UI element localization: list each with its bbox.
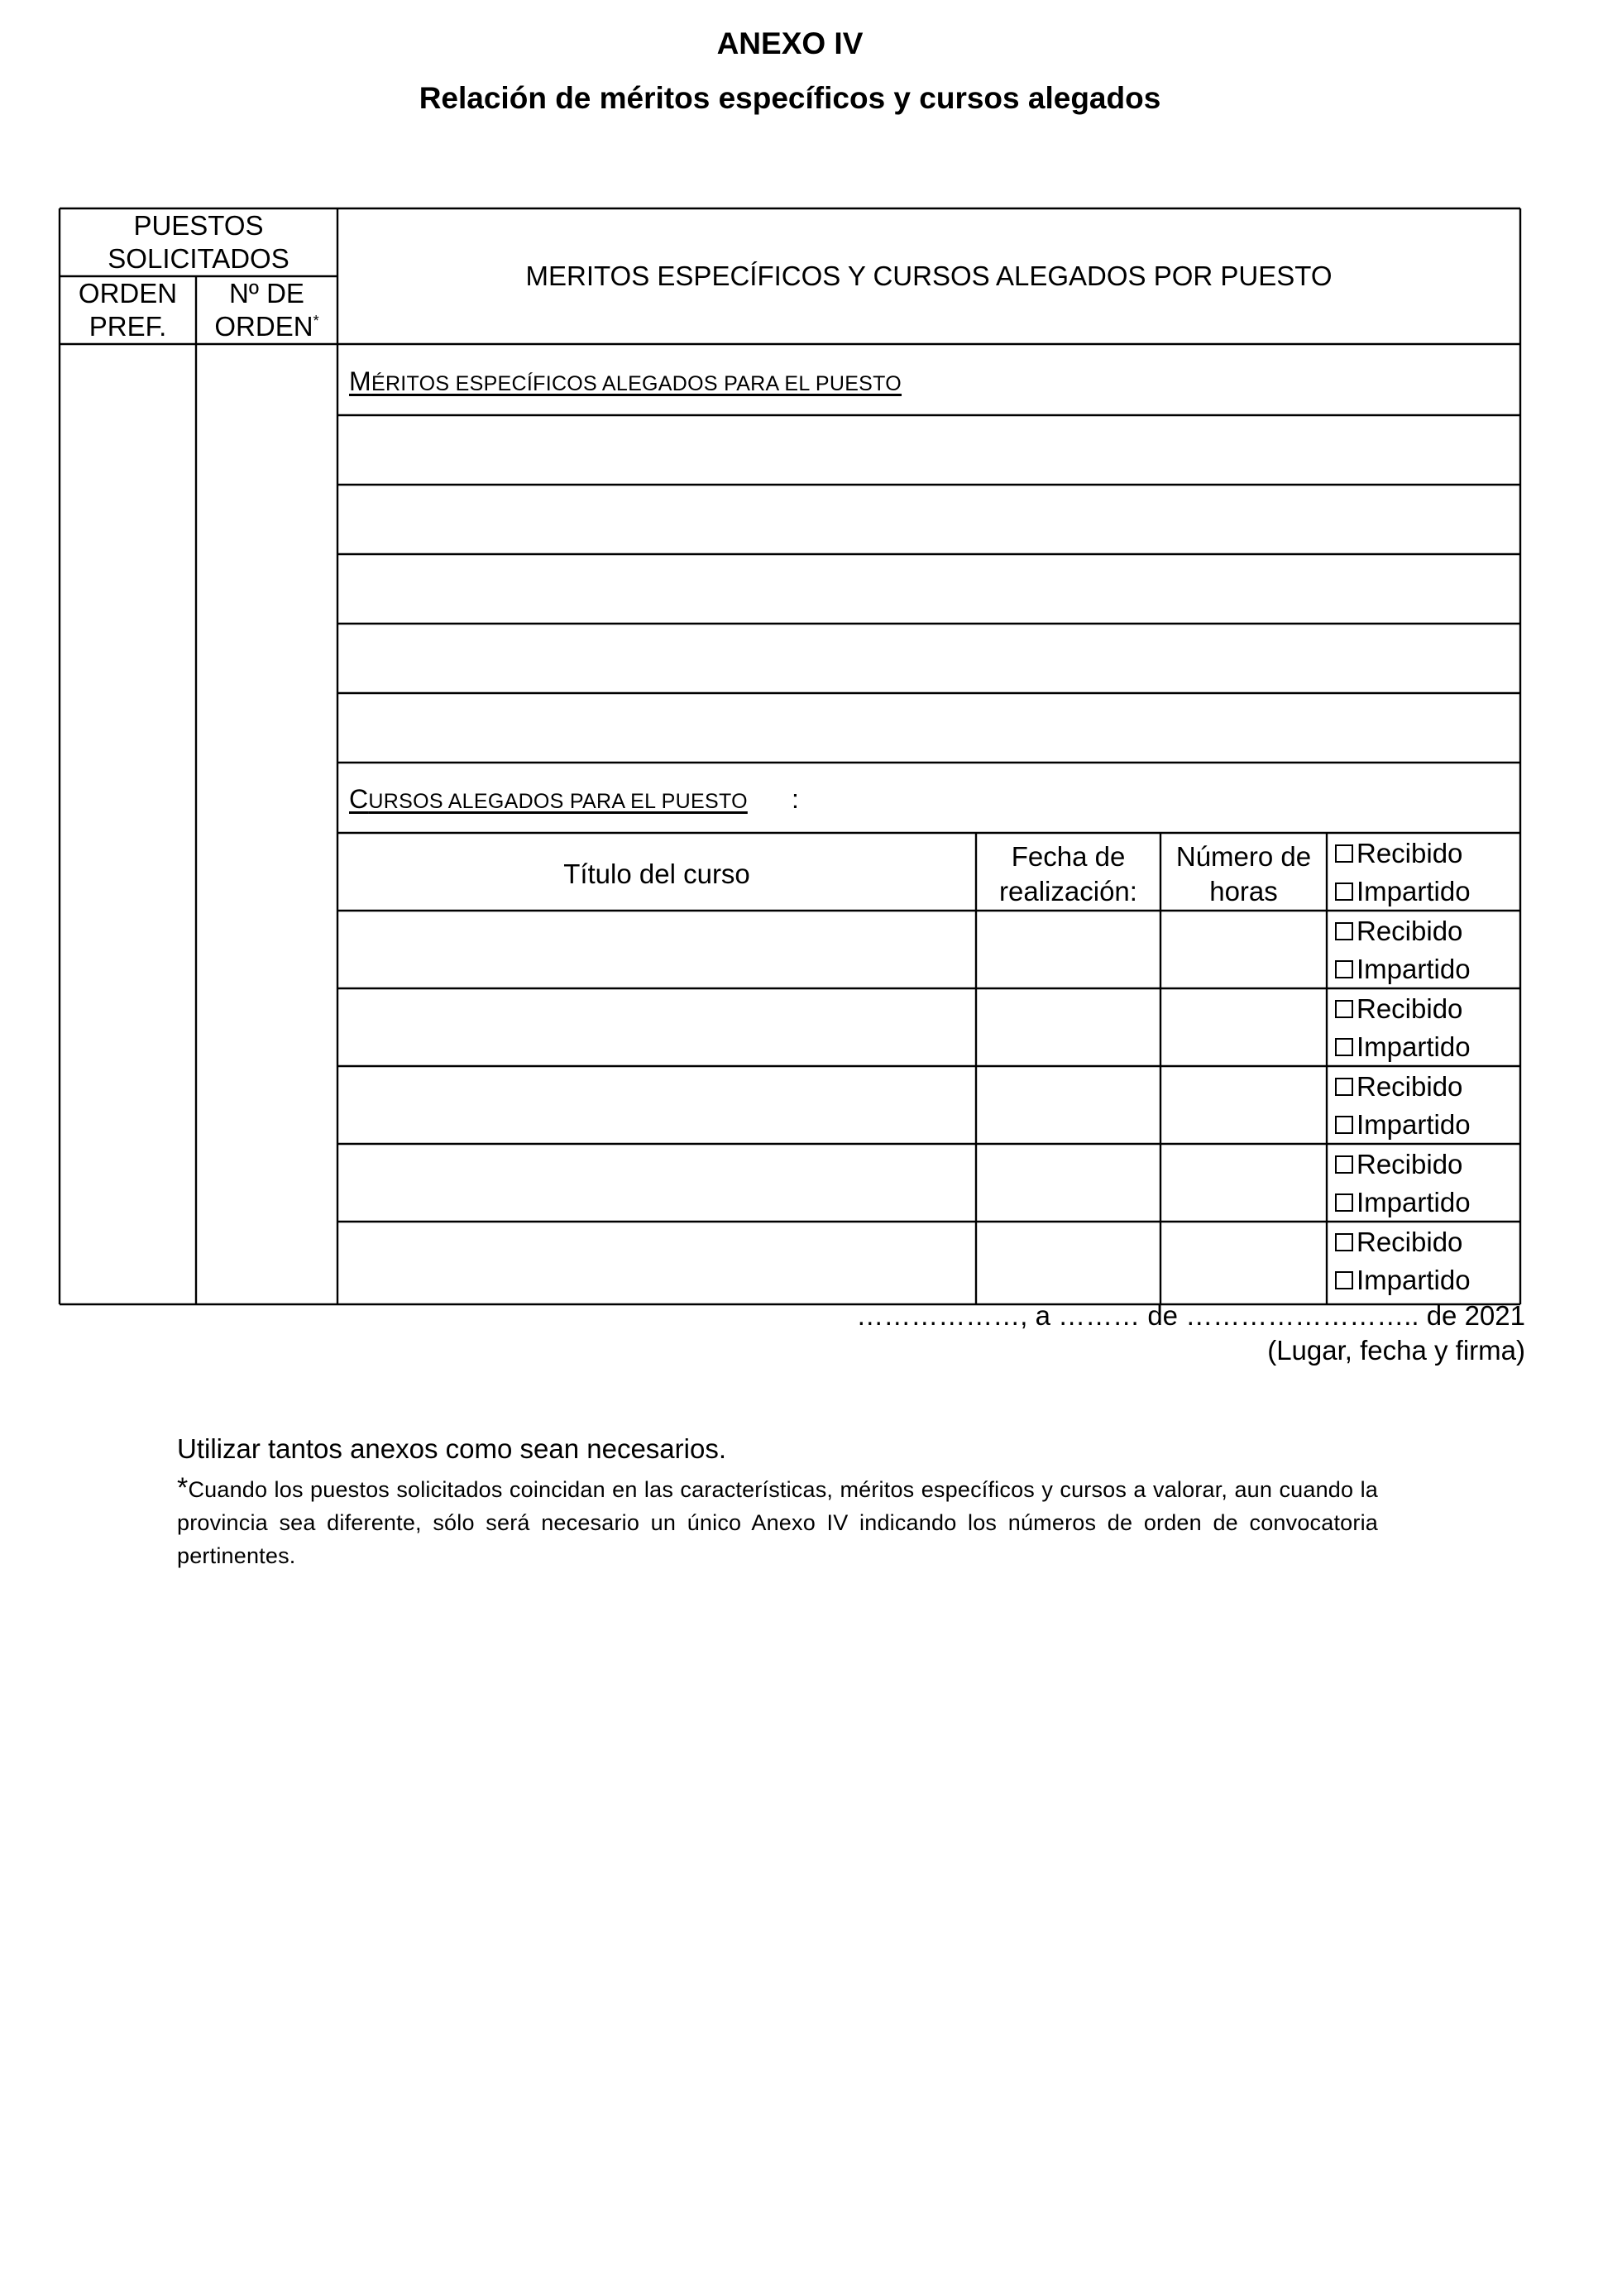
checkbox-impartido[interactable]: [1333, 1184, 1519, 1222]
checkbox-group-row-3: [1333, 1068, 1519, 1144]
checkbox-impartido[interactable]: [1333, 1106, 1519, 1144]
checkbox-icon[interactable]: [1335, 1000, 1353, 1018]
checkbox-label: Recibido: [1357, 993, 1463, 1024]
document-title: ANEXO IV: [716, 26, 864, 60]
merito-row-4[interactable]: [337, 624, 1520, 693]
merito-row-3[interactable]: [337, 554, 1520, 624]
merito-row-1[interactable]: [337, 415, 1520, 485]
checkbox-group-row-1: [1333, 912, 1519, 988]
footnote-text: Cuando los puestos solicitados coincidan en las características, méritos específicos y cursos a valorar, aun cuando la provincia sea diferente, sólo será necesario un único Anexo IV indicando los números de orden de convocatoria pertinentes.: [177, 1477, 1378, 1568]
note-usage: Utilizar tantos anexos como sean necesarios.: [177, 1433, 726, 1464]
checkbox-label: Recibido: [1357, 838, 1463, 868]
column-titulo-curso: Título del curso: [563, 858, 750, 889]
checkbox-group-header: [1333, 835, 1519, 911]
checkbox-icon[interactable]: [1335, 1078, 1353, 1096]
checkbox-label: Recibido: [1357, 1149, 1463, 1179]
checkbox-icon[interactable]: [1335, 960, 1353, 978]
checkbox-icon[interactable]: [1335, 1116, 1353, 1134]
cursos-section-label: [349, 782, 748, 818]
merito-row-5[interactable]: [337, 693, 1520, 763]
footnote-star: *: [177, 1472, 189, 1504]
checkbox-label: Impartido: [1357, 1187, 1471, 1217]
checkbox-icon[interactable]: [1335, 844, 1353, 863]
header-orden-pref: ORDEN PREF.: [78, 278, 178, 342]
checkbox-label: Recibido: [1357, 916, 1463, 946]
cursos-label-rest: URSOS ALEGADOS PARA EL PUESTO: [368, 790, 748, 813]
checkbox-label: Recibido: [1357, 1071, 1463, 1102]
checkbox-impartido[interactable]: [1333, 950, 1519, 988]
meritos-label-rest: ÉRITOS ESPECÍFICOS ALEGADOS PARA EL PUESTO: [371, 372, 902, 395]
n-orden-input-area[interactable]: [196, 344, 337, 1304]
checkbox-icon[interactable]: [1335, 1233, 1353, 1251]
checkbox-label: Impartido: [1357, 954, 1471, 984]
checkbox-icon[interactable]: [1335, 883, 1353, 901]
checkbox-impartido[interactable]: [1333, 1028, 1519, 1066]
checkbox-recibido[interactable]: [1333, 1068, 1519, 1106]
cursos-label-colon: :: [792, 784, 799, 814]
checkbox-label: Impartido: [1357, 876, 1471, 906]
header-meritos-cursos: MERITOS ESPECÍFICOS Y CURSOS ALEGADOS POR PUESTO: [525, 261, 1333, 291]
cursos-label-initial: C: [349, 784, 369, 814]
checkbox-label: Impartido: [1357, 1031, 1471, 1062]
checkbox-group-row-2: [1333, 990, 1519, 1066]
checkbox-icon[interactable]: [1335, 1155, 1353, 1174]
checkbox-group-row-5: [1333, 1223, 1519, 1299]
document-subtitle: Relación de méritos específicos y cursos alegados: [419, 81, 1161, 115]
header-puestos-solicitados: PUESTOS SOLICITADOS: [108, 210, 289, 274]
header-n-orden-label: Nº DE ORDEN: [214, 278, 313, 342]
header-n-orden: [196, 276, 337, 344]
checkbox-label: Impartido: [1357, 1109, 1471, 1140]
checkbox-label: Impartido: [1357, 1265, 1471, 1295]
footnote-marker: *: [313, 313, 319, 329]
meritos-section-label: [349, 365, 902, 400]
orden-pref-input-area[interactable]: [60, 344, 196, 1304]
checkbox-group-row-4: [1333, 1146, 1519, 1222]
checkbox-icon[interactable]: [1335, 1193, 1353, 1212]
checkbox-recibido[interactable]: [1333, 990, 1519, 1028]
meritos-label-initial: M: [349, 366, 371, 396]
column-numero-horas: Número de horas: [1175, 840, 1312, 906]
checkbox-recibido[interactable]: [1333, 1146, 1519, 1184]
merito-row-2[interactable]: [337, 485, 1520, 554]
checkbox-recibido[interactable]: [1333, 835, 1519, 873]
checkbox-label: Recibido: [1357, 1227, 1463, 1257]
column-fecha-realizacion: Fecha de realización:: [999, 840, 1137, 906]
checkbox-impartido[interactable]: [1333, 1261, 1519, 1299]
checkbox-impartido[interactable]: [1333, 873, 1519, 911]
checkbox-icon[interactable]: [1335, 922, 1353, 940]
checkbox-icon[interactable]: [1335, 1271, 1353, 1289]
checkbox-recibido[interactable]: [1333, 1223, 1519, 1261]
signature-line[interactable]: ………………, a ……… de …………………….. de 2021: [856, 1300, 1525, 1331]
footnote: [177, 1471, 1378, 1572]
checkbox-recibido[interactable]: [1333, 912, 1519, 950]
signature-hint: (Lugar, fecha y firma): [1267, 1335, 1525, 1366]
checkbox-icon[interactable]: [1335, 1038, 1353, 1056]
